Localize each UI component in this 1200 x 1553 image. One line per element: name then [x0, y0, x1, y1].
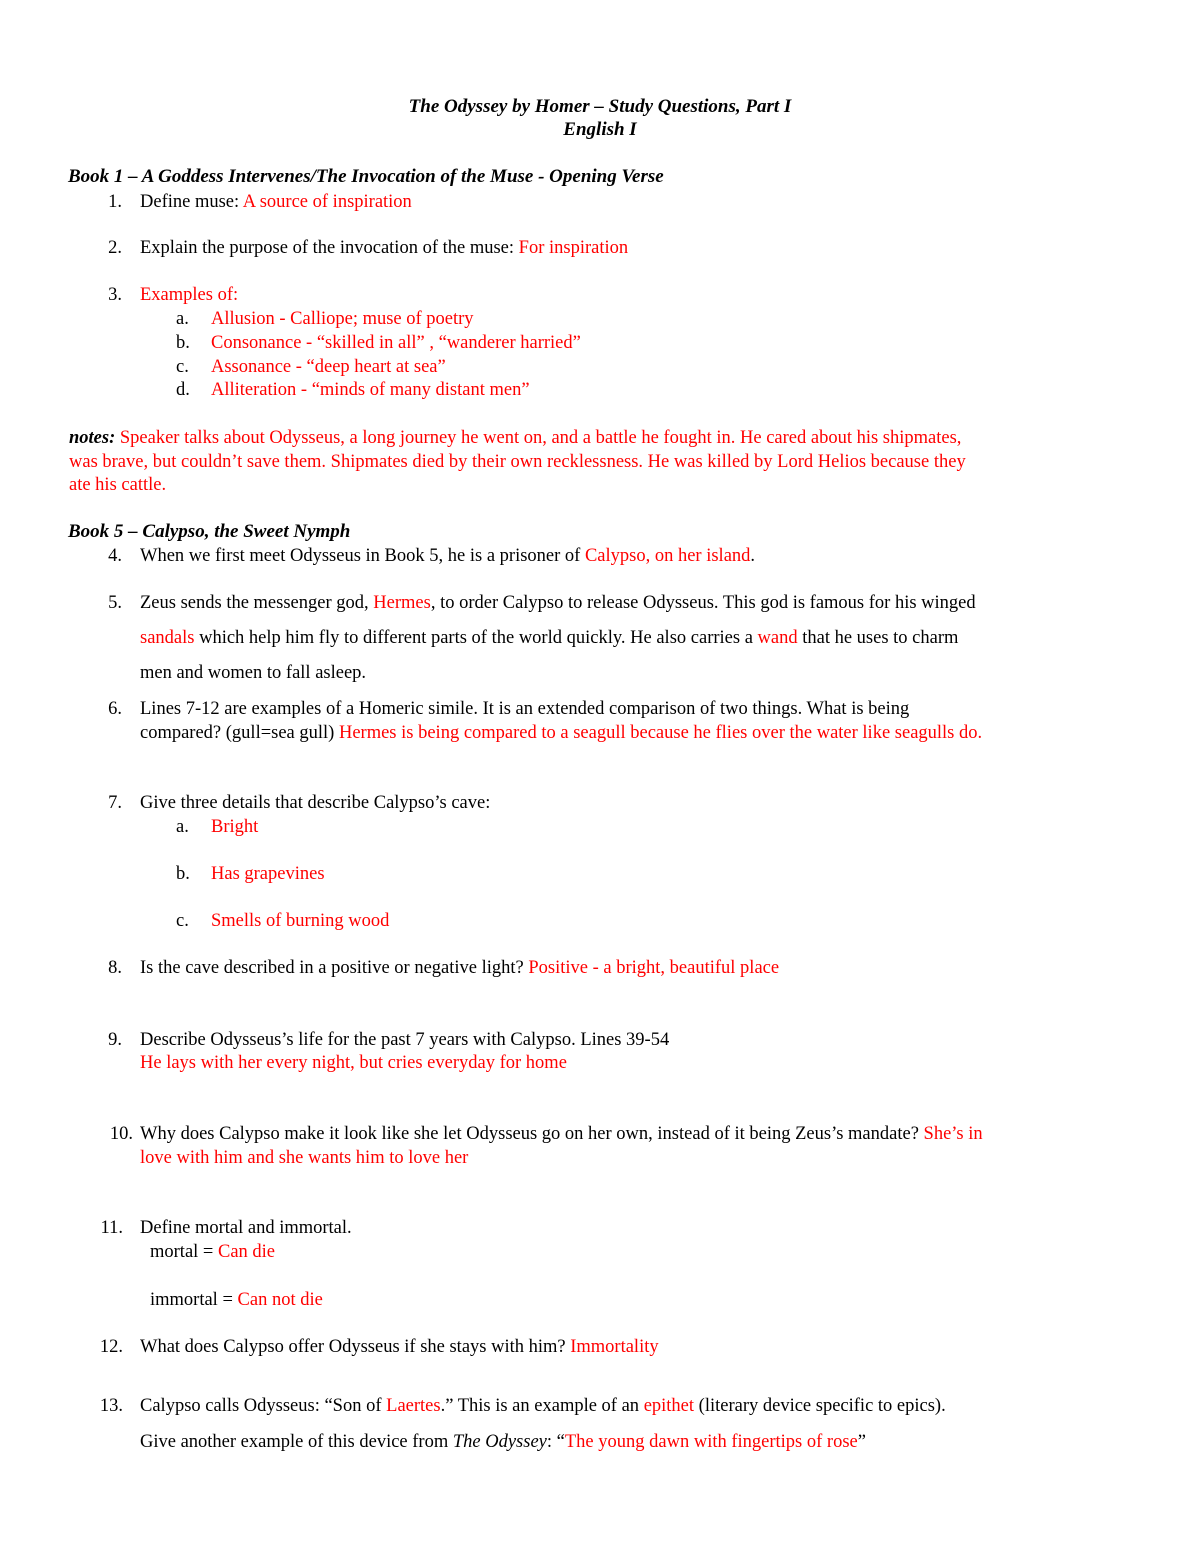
q7-item: Bright: [211, 817, 259, 837]
q3-answer: Examples of:: [140, 285, 239, 305]
q11-text: Define mortal and immortal.: [140, 1218, 352, 1238]
q7-number: 7.: [108, 793, 122, 813]
notes-line-1: [69, 426, 961, 450]
q8-answer: Positive - a bright, beautiful place: [528, 958, 780, 978]
q4-end: .: [750, 546, 756, 566]
q13-text: .” This is an example of an: [440, 1396, 644, 1416]
q13-number: 13.: [99, 1396, 123, 1416]
q12-number: 12.: [99, 1337, 123, 1357]
immortal-label: immortal =: [150, 1290, 238, 1310]
q11-mortal: [150, 1240, 275, 1264]
q10-answer: She’s in: [923, 1124, 983, 1144]
q10-answer-cont: love with him and she wants him to love her: [140, 1148, 469, 1168]
mortal-answer: Can die: [217, 1242, 276, 1262]
book5-heading: Book 5 – Calypso, the Sweet Nymph: [68, 521, 351, 542]
q2-answer: For inspiration: [518, 238, 629, 258]
q13-answer-laertes: Laertes: [386, 1396, 441, 1416]
q2-text: Explain the purpose of the invocation of the muse:: [140, 238, 519, 258]
document-title: The Odyssey by Homer – Study Questions, Part I: [408, 96, 792, 117]
q13-book-title: The Odyssey: [452, 1432, 547, 1452]
q1-number: 1.: [108, 192, 122, 212]
q9-number: 9.: [108, 1030, 122, 1050]
notes-label: notes:: [69, 428, 116, 448]
q13-text: (literary device specific to epics).: [694, 1396, 946, 1416]
q12: [140, 1335, 659, 1359]
q3-number: 3.: [108, 285, 122, 305]
q3-item: Alliteration - “minds of many distant men”: [211, 380, 530, 400]
document-subtitle: English I: [563, 119, 637, 140]
q5-answer-sandals: sandals: [140, 628, 195, 648]
q2-number: 2.: [108, 238, 122, 258]
q3-item: Allusion - Calliope; muse of poetry: [211, 309, 474, 329]
q4-text: When we first meet Odysseus in Book 5, he is a prisoner of: [140, 546, 585, 566]
q13-text: Give another example of this device from: [140, 1432, 453, 1452]
q5-text: , to order Calypso to release Odysseus. This god is famous for his winged: [430, 593, 976, 613]
q3-item-letter: a.: [176, 309, 189, 329]
q3-item-letter: b.: [176, 333, 190, 353]
q5-line-1: [140, 591, 976, 615]
q5-text: Zeus sends the messenger god,: [140, 593, 374, 613]
q6-text: compared? (gull=sea gull): [140, 723, 339, 743]
mortal-label: mortal =: [150, 1242, 218, 1262]
q6-answer: Hermes is being compared to a seagull because he flies over the water like seagulls do.: [338, 723, 983, 743]
q10-number: 10.: [109, 1124, 133, 1144]
q5-text: that he uses to charm: [797, 628, 959, 648]
q13-text: ”: [857, 1432, 866, 1452]
q3-item: Assonance - “deep heart at sea”: [211, 357, 446, 377]
q1: [140, 190, 412, 214]
q7-item-letter: a.: [176, 817, 189, 837]
q8: [140, 956, 779, 980]
q7-text: Give three details that describe Calypso’s cave:: [140, 793, 491, 813]
q2: [140, 236, 628, 260]
notes-line-3: ate his cattle.: [69, 475, 167, 495]
q12-text: What does Calypso offer Odysseus if she stays with him?: [140, 1337, 571, 1357]
q9-answer: He lays with her every night, but cries everyday for home: [140, 1053, 567, 1073]
notes-line-2: was brave, but couldn’t save them. Shipmates died by their own recklessness. He was killed by Lord Helios because they: [69, 452, 966, 472]
q3-item-letter: c.: [176, 357, 189, 377]
q6-number: 6.: [108, 699, 122, 719]
q1-answer: A source of inspiration: [242, 192, 412, 212]
immortal-answer: Can not die: [237, 1290, 323, 1310]
q11-number: 11.: [100, 1218, 123, 1238]
q5-text: which help him fly to different parts of the world quickly. He also carries a: [194, 628, 758, 648]
q10-line-1: [140, 1122, 983, 1146]
book1-heading: Book 1 – A Goddess Intervenes/The Invocation of the Muse - Opening Verse: [68, 166, 664, 187]
q5-number: 5.: [108, 593, 122, 613]
q13-line-1: [140, 1394, 946, 1418]
q7-item-letter: c.: [176, 911, 189, 931]
q13-text: : “: [546, 1432, 565, 1452]
q6-line-2: [140, 721, 982, 745]
q5-line-3: men and women to fall asleep.: [140, 663, 367, 683]
q12-answer: Immortality: [570, 1337, 659, 1357]
q11-immortal: [150, 1288, 323, 1312]
q8-text: Is the cave described in a positive or negative light?: [140, 958, 529, 978]
q6-line-1: Lines 7-12 are examples of a Homeric simile. It is an extended comparison of two things. What is being: [140, 699, 910, 719]
q8-number: 8.: [108, 958, 122, 978]
q4: [140, 544, 755, 568]
q5-line-2: [140, 626, 958, 650]
q1-text: Define muse:: [140, 192, 243, 212]
q3-item-letter: d.: [176, 380, 190, 400]
q9-text: Describe Odysseus’s life for the past 7 years with Calypso. Lines 39-54: [140, 1030, 670, 1050]
q13-answer-epithet: epithet: [643, 1396, 695, 1416]
q4-number: 4.: [108, 546, 122, 566]
q3-item: Consonance - “skilled in all” , “wanderer harried”: [211, 333, 581, 353]
q10-text: Why does Calypso make it look like she let Odysseus go on her own, instead of it being Zeus’s mandate?: [140, 1124, 924, 1144]
q13-answer-example: The young dawn with fingertips of rose: [564, 1432, 858, 1452]
q13-text: Calypso calls Odysseus: “Son of: [140, 1396, 387, 1416]
q13-line-2: [140, 1430, 866, 1454]
q7-item: Smells of burning wood: [211, 911, 390, 931]
q7-item: Has grapevines: [211, 864, 325, 884]
q4-answer: Calypso, on her island: [584, 546, 751, 566]
q5-answer-wand: wand: [757, 628, 798, 648]
notes-text: Speaker talks about Odysseus, a long journey he went on, and a battle he fought in. He cared about his shipmates,: [115, 428, 962, 448]
q5-answer-hermes: Hermes: [373, 593, 431, 613]
q7-item-letter: b.: [176, 864, 190, 884]
